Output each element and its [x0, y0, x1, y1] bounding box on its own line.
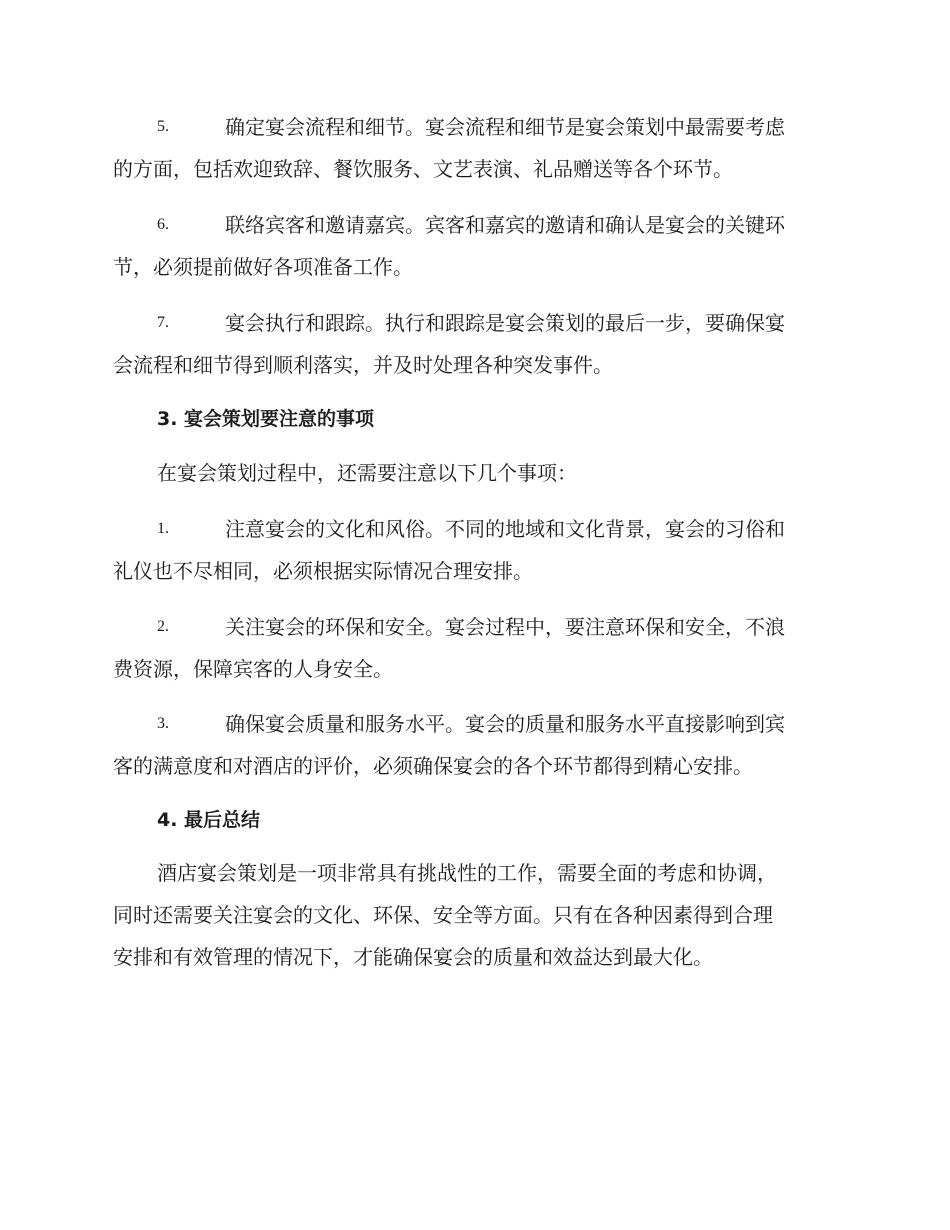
list-item: [113, 302, 835, 386]
summary-line: 酒店宴会策划是一项非常具有挑战性的工作，需要全面的考虑和协调，: [157, 861, 777, 885]
list-text-line2: 费资源，保障宾客的人身安全。: [113, 657, 393, 681]
list-item: [113, 703, 835, 787]
list-number: 3.: [157, 715, 169, 732]
list-number: 2.: [157, 618, 169, 635]
list-text-line1: 确保宴会质量和服务水平。宴会的质量和服务水平直接影响到宾: [225, 712, 785, 736]
summary-line: 安排和有效管理的情况下，才能确保宴会的质量和效益达到最大化。: [113, 945, 713, 969]
list-number: 7.: [157, 314, 169, 331]
list-item: [113, 606, 835, 690]
list-text-line1: 确定宴会流程和细节。宴会流程和细节是宴会策划中最需要考虑: [225, 115, 785, 139]
summary-line: 同时还需要关注宴会的文化、环保、安全等方面。只有在各种因素得到合理: [113, 903, 773, 927]
list-text-line2: 客的满意度和对酒店的评价，必须确保宴会的各个环节都得到精心安排。: [113, 754, 753, 778]
list-item: [113, 508, 835, 592]
list-text-line2: 的方面，包括欢迎致辞、餐饮服务、文艺表演、礼品赠送等各个环节。: [113, 157, 733, 181]
section-heading-3: 3. 宴会策划要注意的事项: [157, 408, 375, 430]
list-number: 6.: [157, 216, 169, 233]
list-item: [113, 204, 835, 288]
list-item: [113, 106, 835, 190]
list-number: 5.: [157, 118, 169, 135]
intro-text: 在宴会策划过程中，还需要注意以下几个事项：: [157, 461, 577, 485]
list-text-line1: 关注宴会的环保和安全。宴会过程中，要注意环保和安全，不浪: [225, 615, 785, 639]
list-text-line2: 会流程和细节得到顺利落实，并及时处理各种突发事件。: [113, 353, 613, 377]
list-number: 1.: [157, 520, 169, 537]
list-text-line2: 礼仪也不尽相同，必须根据实际情况合理安排。: [113, 559, 533, 583]
section-intro: [113, 452, 835, 494]
section-heading-4: 4. 最后总结: [157, 809, 261, 831]
list-text-line2: 节，必须提前做好各项准备工作。: [113, 255, 413, 279]
list-text-line1: 注意宴会的文化和风俗。不同的地域和文化背景，宴会的习俗和: [225, 517, 785, 541]
list-text-line1: 宴会执行和跟踪。执行和跟踪是宴会策划的最后一步，要确保宴: [225, 311, 785, 335]
list-text-line1: 联络宾客和邀请嘉宾。宾客和嘉宾的邀请和确认是宴会的关键环: [225, 213, 785, 237]
summary-paragraph: [113, 852, 835, 978]
